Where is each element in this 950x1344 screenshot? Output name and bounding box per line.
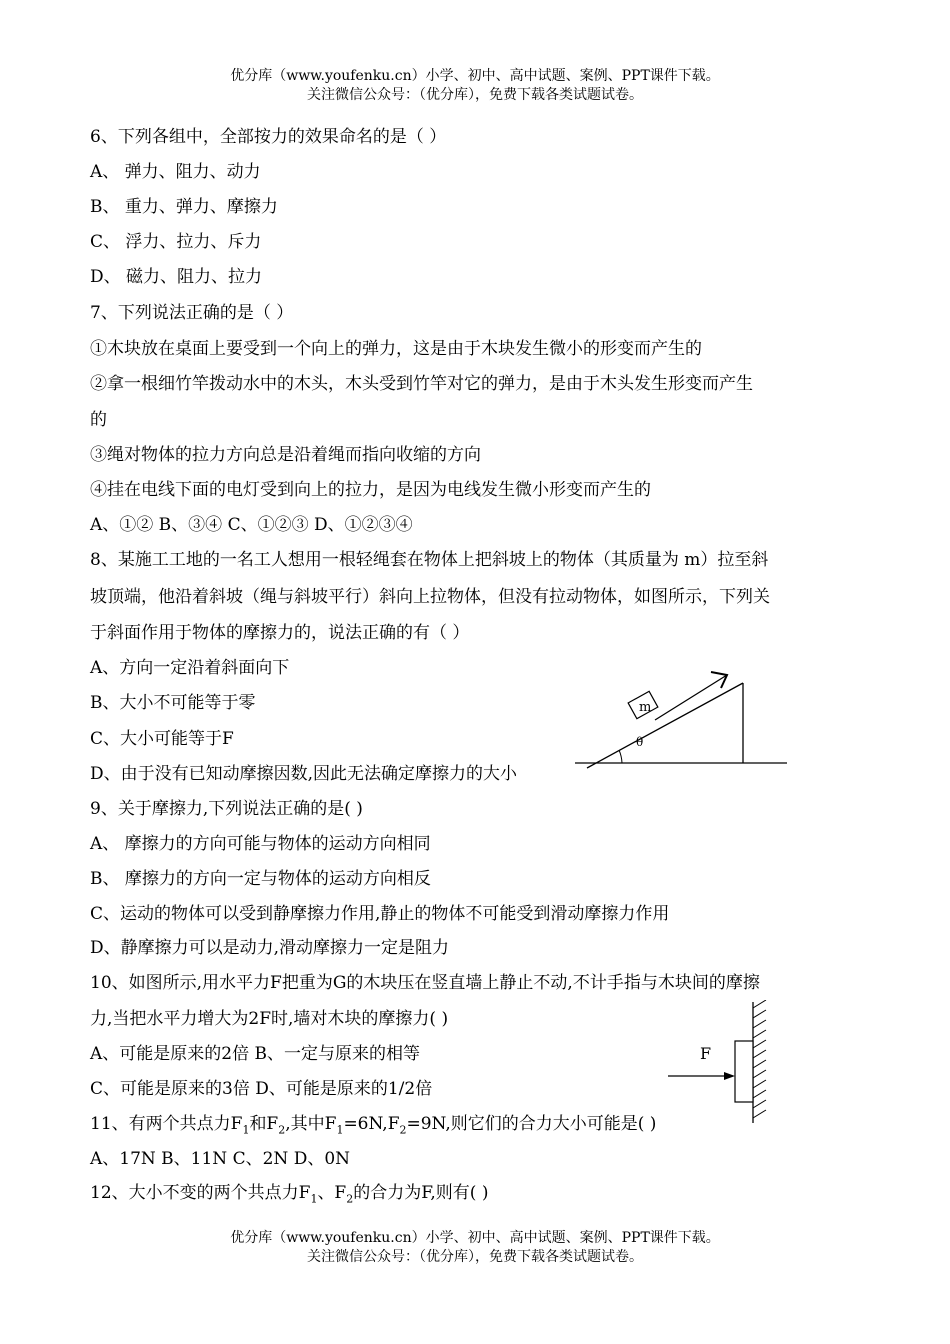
q10-options-ab: A、可能是原来的2倍 B、一定与原来的相等 (90, 1044, 420, 1064)
q7-stem: 7、下列说法正确的是（ ） (90, 303, 294, 323)
q6-option-c: C、 浮力、拉力、斥力 (90, 232, 262, 252)
q6-option-b: B、 重力、弹力、摩擦力 (90, 197, 278, 217)
q10-stem-2: 力,当把水平力增大为2F时,墙对木块的摩擦力( ) (90, 1009, 449, 1029)
q6-option-d: D、 磁力、阻力、拉力 (90, 267, 263, 287)
q7-statement-2-cont: 的 (90, 410, 107, 430)
q8-stem-2: 坡顶端，他沿着斜坡（绳与斜坡平行）斜向上拉物体，但没有拉动物体，如图所示，下列关 (90, 587, 770, 607)
q8-option-b: B、大小不可能等于零 (90, 693, 256, 713)
q9-option-c: C、运动的物体可以受到静摩擦力作用,静止的物体不可能受到滑动摩擦力作用 (90, 904, 670, 924)
q8-option-d: D、由于没有已知动摩擦因数,因此无法确定摩擦力的大小 (90, 764, 518, 784)
header-line-1: 优分库（www.youfenku.cn）小学、初中、高中试题、案例、PPT课件下载。 (230, 68, 720, 84)
q11-options: A、17N B、11N C、2N D、0N (90, 1149, 351, 1169)
q8-stem-3: 于斜面作用于物体的摩擦力的，说法正确的有（ ） (90, 623, 470, 643)
q12-stem: 12、大小不变的两个共点力$F_1$、$F_2$的合力为F,则有( ) (90, 1183, 489, 1206)
footer-line-1: 优分库（www.youfenku.cn）小学、初中、高中试题、案例、PPT课件下载。 (230, 1230, 720, 1246)
q7-options: A、①② B、③④ C、①②③ D、①②③④ (90, 515, 413, 535)
q9-option-d: D、静摩擦力可以是动力,滑动摩擦力一定是阻力 (90, 938, 450, 958)
q7-statement-1: ①木块放在桌面上要受到一个向上的弹力，这是由于木块发生微小的形变而产生的 (90, 339, 702, 359)
wall-figure (660, 1000, 775, 1130)
incline-figure (575, 660, 795, 775)
incline-angle-label: θ (636, 735, 644, 749)
q8-option-a: A、方向一定沿着斜面向下 (90, 658, 290, 678)
q9-option-a: A、 摩擦力的方向可能与物体的运动方向相同 (90, 834, 431, 854)
q7-statement-4: ④挂在电线下面的电灯受到向上的拉力，是因为电线发生微小形变而产生的 (90, 480, 651, 500)
q6-option-a: A、 弹力、阻力、动力 (90, 162, 261, 182)
q6-stem: 6、下列各组中，全部按力的效果命名的是（ ） (90, 127, 447, 147)
q10-stem-1: 10、如图所示,用水平力F把重为G的木块压在竖直墙上静止不动,不计手指与木块间的摩擦 (90, 973, 760, 993)
incline-mass-label: m (639, 700, 652, 715)
q11-stem: 11、有两个共点力$F_1$和$F_2$,其中$F_1=6N,F_2=9N$,则它们的合力大小可能是( ) (90, 1114, 657, 1137)
footer-line-2: 关注微信公众号：（优分库），免费下载各类试题试卷。 (307, 1249, 643, 1265)
q8-option-c: C、大小可能等于F (90, 729, 234, 749)
q9-stem: 9、关于摩擦力,下列说法正确的是( ) (90, 799, 363, 819)
q10-options-cd: C、可能是原来的3倍 D、可能是原来的1/2倍 (90, 1079, 433, 1099)
q8-stem-1: 8、某施工工地的一名工人想用一根轻绳套在物体上把斜坡上的物体（其质量为 m）拉至斜 (90, 550, 769, 570)
wall-force-label: F (700, 1044, 712, 1063)
header-line-2: 关注微信公众号：（优分库），免费下载各类试题试卷。 (307, 87, 643, 103)
q9-option-b: B、 摩擦力的方向一定与物体的运动方向相反 (90, 869, 431, 889)
q7-statement-2: ②拿一根细竹竿拨动水中的木头，木头受到竹竿对它的弹力，是由于木头发生形变而产生 (90, 374, 753, 394)
q7-statement-3: ③绳对物体的拉力方向总是沿着绳而指向收缩的方向 (90, 445, 481, 465)
